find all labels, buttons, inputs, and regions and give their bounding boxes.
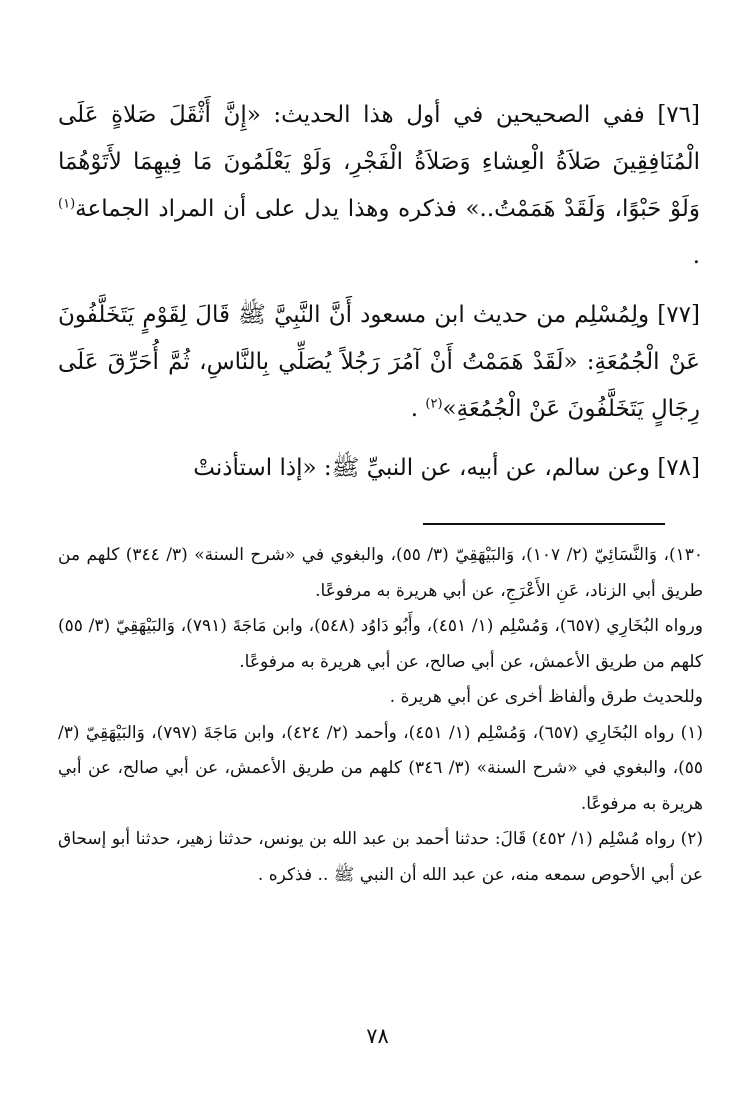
page-number: ٧٨ xyxy=(366,1024,389,1048)
paragraph-76 xyxy=(58,92,700,280)
footnote-reference: (١) xyxy=(58,196,76,212)
paragraph-tail: . xyxy=(692,243,700,269)
paragraph-tail: . xyxy=(410,396,426,422)
paragraph-77 xyxy=(58,292,700,433)
footnote: (٢) رواه مُسْلِم (١/ ٤٥٢) قَالَ: حدثنا أحمد بن عبد الله بن يونس، حدثنا زهير، حدثنا أبو إسحاق عن أبي الأحوص سمعه منه، عن عبد الله أن النبي ﷺ .. فذكره . xyxy=(58,829,703,885)
main-text xyxy=(58,92,700,504)
footnote: وللحديث طرق وألفاظ أخرى عن أبي هريرة . xyxy=(389,687,703,707)
paragraph-text: [٧٧] ولِمُسْلِم من حديث ابن مسعود أَنَّ النَّبِيَّ ﷺ قَالَ لِقَوْمٍ يَتَخَلَّفُونَ عَنْ الْجُمُعَةِ: «لَقَدْ هَمَمْتُ أَنْ آمُرَ رَجُلاً يُصَلِّي بِالنَّاسِ، ثُمَّ أُحَرِّقَ عَلَى رِجَالٍ يَتَخَلَّفُونَ عَنْ الْجُمُعَةِ» xyxy=(58,302,700,422)
footnote: ١٣٠)، وَالنَّسَائِيّ (٢/ ١٠٧)، وَالبَيْهَقِيّ (٣/ ٥٥)، والبغوي في «شرح السنة» (٣/ ٣٤٤) كلهم من طريق أبي الزناد، عَنِ الأَعْرَجِ، عن أبي هريرة به مرفوعًا. xyxy=(58,545,703,601)
footnote-separator xyxy=(423,523,665,525)
paragraph-text: [٧٨] وعن سالم، عن أبيه، عن النبيِّ ﷺ: «إذا استأذنتْ xyxy=(193,455,700,481)
paragraph-text: [٧٦] ففي الصحيحين في أول هذا الحديث: «إِنَّ أَثْقَلَ صَلاةٍ عَلَى الْمُنَافِقِينَ صَلاَةُ الْعِشاءِ وَصَلاَةُ الْفَجْرِ، وَلَوْ يَعْلَمُونَ مَا فِيهِمَا لأَتَوْهُمَا وَلَوْ حَبْوًا، وَلَقَدْ هَمَمْتُ..» فذكره وهذا يدل على أن المراد الجماعة xyxy=(58,102,700,222)
footnote: (١) رواه البُخَارِي (٦٥٧)، وَمُسْلِم (١/ ٤٥١)، وأحمد (٢/ ٤٢٤)، وابن مَاجَةَ (٧٩٧)، وَالبَيْهَقِيّ (٣/ ٥٥)، والبغوي في «شرح السنة» (٣/ ٣٤٦) كلهم من طريق الأعمش، عن أبي صالح، عن أبي هريرة به مرفوعًا. xyxy=(58,722,704,814)
footnotes xyxy=(58,538,703,893)
footnote: ورواه البُخَارِي (٦٥٧)، وَمُسْلِم (١/ ٤٥١)، وأَبُو دَاوُد (٥٤٨)، وابن مَاجَةَ (٧٩١)، وَالبَيْهَقِيّ (٣/ ٥٥) كلهم من طريق الأعمش، عن أبي صالح، عن أبي هريرة به مرفوعًا. xyxy=(58,616,704,672)
footnote-reference: (٢) xyxy=(425,396,443,412)
paragraph-78 xyxy=(58,445,700,492)
